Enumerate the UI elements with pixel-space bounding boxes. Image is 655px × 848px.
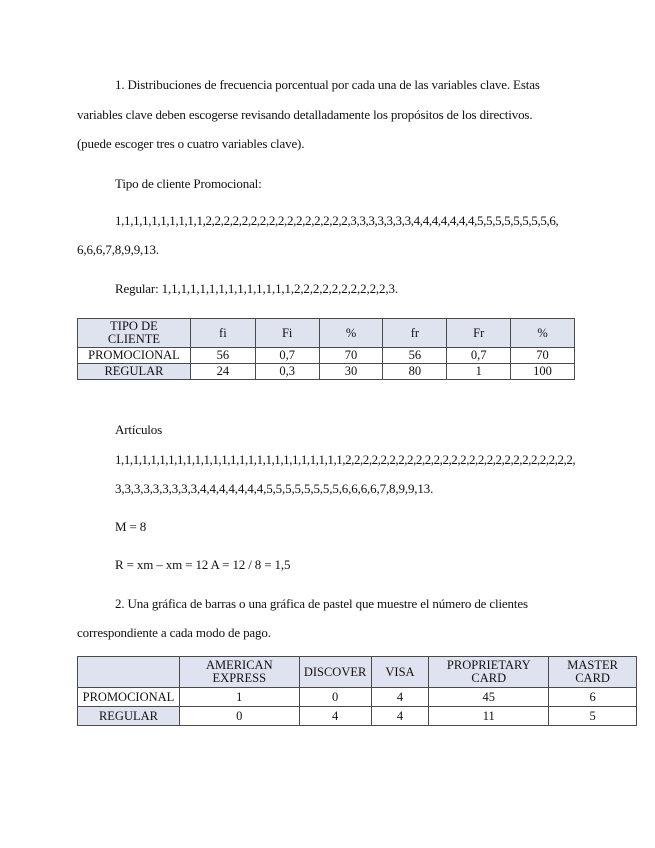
table-cell: 0,7 xyxy=(255,348,319,364)
header-fi: fi xyxy=(190,319,255,348)
table-row xyxy=(78,348,575,364)
table-cell: 80 xyxy=(383,364,447,380)
paragraph-1-line-1: 1. Distribuciones de frecuencia porcentual por cada una de las variables clave. Estas xyxy=(115,77,540,92)
articulos-label: Artículos xyxy=(115,422,163,437)
header-visa: VISA xyxy=(371,657,429,688)
header-Fi-cum: Fi xyxy=(255,319,319,348)
frequency-table-header-row xyxy=(78,319,575,348)
header-percent-cum: % xyxy=(511,319,575,348)
table-cell: 70 xyxy=(319,348,383,364)
table-cell: 1 xyxy=(179,688,299,707)
table-row xyxy=(78,364,575,380)
header-Fr-cum: Fr xyxy=(447,319,511,348)
table-cell: 11 xyxy=(429,707,549,726)
header-fr: fr xyxy=(383,319,447,348)
table-row xyxy=(78,707,637,726)
promocional-data-line-2: 6,6,6,7,8,9,9,13. xyxy=(77,242,159,257)
m-line: M = 8 xyxy=(115,519,147,534)
table-cell: 0,7 xyxy=(447,348,511,364)
paragraph-1-line-2: variables clave deben escogerse revisando detalladamente los propósitos de los directivos. xyxy=(77,107,533,122)
table-cell: 56 xyxy=(383,348,447,364)
tipo-promocional-label: Tipo de cliente Promocional: xyxy=(115,176,262,191)
paragraph-2-line-2: correspondiente a cada modo de pago. xyxy=(77,625,271,640)
table-cell: 0 xyxy=(179,707,299,726)
header-master-card: MASTER CARD xyxy=(549,657,637,688)
row-label: REGULAR xyxy=(78,707,180,726)
table-cell: 4 xyxy=(371,707,429,726)
header-discover: DISCOVER xyxy=(299,657,371,688)
table-cell: 4 xyxy=(299,707,371,726)
table-cell: 30 xyxy=(319,364,383,380)
table-cell: 6 xyxy=(549,688,637,707)
table-cell: 100 xyxy=(511,364,575,380)
table-cell: 0,3 xyxy=(255,364,319,380)
r-line: R = xm – xm = 12 A = 12 / 8 = 1,5 xyxy=(115,557,291,572)
table-cell: 1 xyxy=(447,364,511,380)
header-proprietary-card: PROPRIETARY CARD xyxy=(429,657,549,688)
row-label: REGULAR xyxy=(78,364,191,380)
table-cell: 24 xyxy=(190,364,255,380)
table-cell: 0 xyxy=(299,688,371,707)
frequency-table xyxy=(77,318,575,380)
table-cell: 70 xyxy=(511,348,575,364)
table-row xyxy=(78,688,637,707)
articulos-data-line-1: 1,1,1,1,1,1,1,1,1,1,1,1,1,1,1,1,1,1,1,1,1,1,1,1,1,1,2,2,2,2,2,2,2,2,2,2,2,2,2,2,2,2,2,2,2,2,2,2,2,2,2,2, xyxy=(115,452,576,467)
payment-method-table xyxy=(77,656,637,726)
table-cell: 45 xyxy=(429,688,549,707)
table-cell: 56 xyxy=(190,348,255,364)
table-cell: 4 xyxy=(371,688,429,707)
row-label: PROMOCIONAL xyxy=(78,348,191,364)
regular-data-line: Regular: 1,1,1,1,1,1,1,1,1,1,1,1,1,1,2,2,2,2,2,2,2,2,2,2,3. xyxy=(115,281,398,296)
header-percent: % xyxy=(319,319,383,348)
row-label: PROMOCIONAL xyxy=(78,688,180,707)
paragraph-2-line-1: 2. Una gráfica de barras o una gráfica de pastel que muestre el número de clientes xyxy=(115,596,528,611)
articulos-data-line-2: 3,3,3,3,3,3,3,3,3,4,4,4,4,4,4,4,5,5,5,5,5,5,5,5,6,6,6,6,7,8,9,9,13. xyxy=(115,481,434,496)
header-american-express: AMERICAN EXPRESS xyxy=(179,657,299,688)
table-cell: 5 xyxy=(549,707,637,726)
promocional-data-line-1: 1,1,1,1,1,1,1,1,1,1,2,2,2,2,2,2,2,2,2,2,2,2,2,2,2,2,3,3,3,3,3,3,3,4,4,4,4,4,4,4,5,5,5,5,5,5,5,5,6, xyxy=(115,213,559,228)
header-empty xyxy=(78,657,180,688)
payment-table-header-row xyxy=(78,657,637,688)
header-tipo-cliente: TIPO DE CLIENTE xyxy=(78,319,191,348)
paragraph-1-line-3: (puede escoger tres o cuatro variables clave). xyxy=(77,136,305,151)
